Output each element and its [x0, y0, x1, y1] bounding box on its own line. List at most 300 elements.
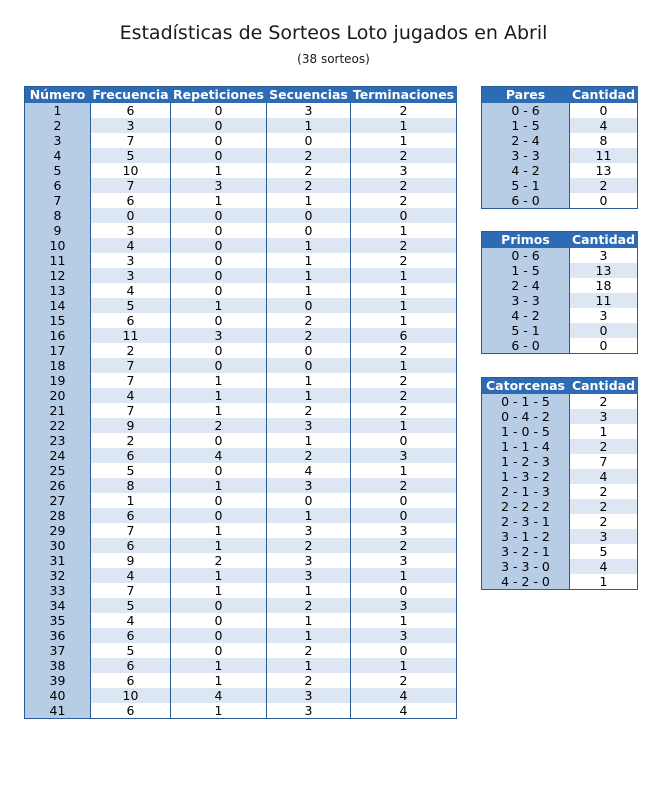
table-cell: 2	[25, 118, 91, 133]
table-row	[482, 439, 638, 454]
table-cell: 8	[25, 208, 91, 223]
table-cell: 1	[351, 118, 457, 133]
table-row	[482, 559, 638, 574]
table-cell: 1	[267, 118, 351, 133]
table-cell: 1	[171, 583, 267, 598]
table-row	[482, 394, 638, 409]
table-cell: 1	[171, 403, 267, 418]
table-cell: 5	[91, 598, 171, 613]
table-cell: 1	[171, 298, 267, 313]
table-cell: 0	[351, 208, 457, 223]
table-cell: 3	[351, 163, 457, 178]
table-cell: 6	[91, 628, 171, 643]
table-cell: 18	[570, 278, 638, 293]
table-cell: 2	[267, 538, 351, 553]
table-cell: 6	[91, 538, 171, 553]
table-cell: 8	[91, 478, 171, 493]
table-cell: 13	[25, 283, 91, 298]
table-cell: 17	[25, 343, 91, 358]
table-cell: 22	[25, 418, 91, 433]
table-cell: 0	[171, 508, 267, 523]
table-cell: 6	[91, 193, 171, 208]
table-cell: 2	[351, 253, 457, 268]
table-cell: 0	[171, 103, 267, 118]
table-cell: 4	[267, 463, 351, 478]
table-cell: 0	[171, 208, 267, 223]
table-cell: 18	[25, 358, 91, 373]
table-cell: 3 - 1 - 2	[482, 529, 570, 544]
table-row	[25, 388, 457, 403]
table-cell: 0	[171, 148, 267, 163]
table-cell: 1	[171, 523, 267, 538]
table-cell: 27	[25, 493, 91, 508]
table-cell: 0	[171, 433, 267, 448]
table-cell: 4	[91, 283, 171, 298]
table-cell: 1 - 5	[482, 263, 570, 278]
table-cell: 2	[91, 433, 171, 448]
table-cell: 4	[570, 118, 638, 133]
table-cell: 3	[267, 418, 351, 433]
table-cell: 6	[91, 313, 171, 328]
table-cell: 2	[351, 388, 457, 403]
table-cell: 1	[171, 703, 267, 719]
table-cell: 4	[91, 238, 171, 253]
table-cell: 1	[570, 424, 638, 439]
table-row	[25, 703, 457, 719]
table-cell: 0	[171, 283, 267, 298]
table-cell: 5	[91, 298, 171, 313]
table-cell: 3	[267, 553, 351, 568]
table-cell: 3	[91, 118, 171, 133]
table-row	[482, 484, 638, 499]
table-cell: 1	[351, 358, 457, 373]
table-row	[25, 193, 457, 208]
table-cell: 0	[570, 338, 638, 354]
table-row	[25, 208, 457, 223]
table-cell: 1	[267, 433, 351, 448]
table-cell: 14	[25, 298, 91, 313]
table-row	[25, 238, 457, 253]
table-cell: 6	[91, 673, 171, 688]
table-cell: 2	[351, 373, 457, 388]
table-cell: 1	[351, 133, 457, 148]
table-cell: 4 - 2	[482, 308, 570, 323]
table-row	[25, 133, 457, 148]
table-cell: 1	[171, 538, 267, 553]
table-row	[25, 178, 457, 193]
table-row	[25, 463, 457, 478]
table-cell: 0	[351, 493, 457, 508]
table-cell: 2	[351, 673, 457, 688]
table-cell: 3	[171, 178, 267, 193]
table-cell: 1	[351, 613, 457, 628]
table-cell: 4	[570, 469, 638, 484]
table-cell: 7	[91, 373, 171, 388]
table-cell: 1	[267, 253, 351, 268]
table-cell: 1	[351, 568, 457, 583]
catorcenas-table	[481, 377, 638, 590]
table-cell: 2	[351, 343, 457, 358]
table-row	[25, 403, 457, 418]
table-row	[25, 313, 457, 328]
table-cell: 2	[267, 313, 351, 328]
table-cell: 0	[267, 298, 351, 313]
table-cell: 0	[171, 493, 267, 508]
table-row	[482, 133, 638, 148]
table-cell: 26	[25, 478, 91, 493]
table-row	[482, 293, 638, 308]
table-cell: 11	[91, 328, 171, 343]
table-cell: 39	[25, 673, 91, 688]
table-row	[25, 283, 457, 298]
table-cell: 1 - 1 - 4	[482, 439, 570, 454]
table-cell: 28	[25, 508, 91, 523]
table-cell: 3	[351, 553, 457, 568]
column-header: Terminaciones	[351, 87, 457, 104]
table-cell: 6	[91, 658, 171, 673]
table-cell: 1	[171, 373, 267, 388]
table-cell: 5	[91, 643, 171, 658]
table-cell: 10	[91, 688, 171, 703]
table-cell: 0	[171, 133, 267, 148]
table-row	[25, 538, 457, 553]
table-cell: 3	[91, 253, 171, 268]
table-row	[482, 469, 638, 484]
table-cell: 6	[91, 448, 171, 463]
table-cell: 5	[570, 544, 638, 559]
table-row	[25, 343, 457, 358]
table-cell: 2	[351, 403, 457, 418]
table-cell: 10	[25, 238, 91, 253]
column-header: Secuencias	[267, 87, 351, 104]
header-row	[25, 87, 457, 104]
page-subtitle: (38 sorteos)	[297, 52, 370, 66]
table-cell: 40	[25, 688, 91, 703]
header-row	[482, 87, 638, 104]
table-cell: 1	[171, 193, 267, 208]
column-header: Catorcenas	[482, 378, 570, 395]
table-cell: 0	[171, 313, 267, 328]
table-cell: 3	[267, 703, 351, 719]
table-cell: 6	[351, 328, 457, 343]
table-cell: 2	[171, 553, 267, 568]
table-cell: 2	[570, 499, 638, 514]
table-row	[482, 308, 638, 323]
table-cell: 3	[351, 523, 457, 538]
table-cell: 35	[25, 613, 91, 628]
table-cell: 8	[570, 133, 638, 148]
table-cell: 2	[351, 478, 457, 493]
table-cell: 1	[171, 388, 267, 403]
table-cell: 3	[267, 523, 351, 538]
table-cell: 0	[171, 253, 267, 268]
table-cell: 3	[351, 628, 457, 643]
table-row	[482, 409, 638, 424]
table-cell: 4	[91, 613, 171, 628]
table-cell: 1	[171, 568, 267, 583]
table-row	[482, 529, 638, 544]
table-cell: 3	[267, 568, 351, 583]
table-row	[25, 688, 457, 703]
column-header: Cantidad	[570, 87, 638, 104]
table-row	[25, 253, 457, 268]
table-cell: 16	[25, 328, 91, 343]
table-cell: 11	[25, 253, 91, 268]
table-row	[482, 163, 638, 178]
table-row	[25, 553, 457, 568]
table-cell: 7	[25, 193, 91, 208]
table-cell: 11	[570, 148, 638, 163]
table-row	[25, 643, 457, 658]
table-cell: 3	[91, 268, 171, 283]
table-cell: 1	[351, 298, 457, 313]
table-cell: 2 - 2 - 2	[482, 499, 570, 514]
table-row	[25, 163, 457, 178]
table-row	[25, 418, 457, 433]
table-cell: 4 - 2	[482, 163, 570, 178]
table-cell: 1	[351, 463, 457, 478]
table-cell: 4	[351, 703, 457, 719]
table-cell: 1	[171, 658, 267, 673]
table-cell: 7	[91, 178, 171, 193]
table-row	[482, 263, 638, 278]
table-cell: 33	[25, 583, 91, 598]
table-cell: 7	[570, 454, 638, 469]
table-cell: 20	[25, 388, 91, 403]
table-cell: 7	[91, 133, 171, 148]
table-cell: 31	[25, 553, 91, 568]
table-cell: 25	[25, 463, 91, 478]
table-cell: 1	[351, 283, 457, 298]
table-cell: 1	[267, 508, 351, 523]
table-cell: 7	[91, 358, 171, 373]
table-cell: 13	[570, 163, 638, 178]
table-cell: 1	[351, 313, 457, 328]
table-cell: 1 - 5	[482, 118, 570, 133]
table-cell: 3	[570, 248, 638, 263]
table-cell: 3 - 3	[482, 148, 570, 163]
table-cell: 0	[267, 208, 351, 223]
table-cell: 10	[91, 163, 171, 178]
table-cell: 1	[267, 628, 351, 643]
table-row	[482, 103, 638, 118]
table-cell: 1	[351, 418, 457, 433]
table-cell: 0	[171, 463, 267, 478]
table-row	[25, 493, 457, 508]
table-cell: 1	[267, 658, 351, 673]
table-cell: 5 - 1	[482, 323, 570, 338]
table-cell: 4	[570, 559, 638, 574]
table-cell: 1	[351, 223, 457, 238]
table-cell: 0	[171, 118, 267, 133]
table-row	[482, 278, 638, 293]
table-cell: 4	[91, 388, 171, 403]
table-cell: 0	[267, 133, 351, 148]
table-cell: 0	[351, 433, 457, 448]
table-cell: 2	[570, 439, 638, 454]
table-cell: 9	[91, 418, 171, 433]
table-cell: 3	[570, 409, 638, 424]
table-cell: 0	[171, 238, 267, 253]
table-cell: 4	[25, 148, 91, 163]
table-row	[482, 148, 638, 163]
table-cell: 12	[25, 268, 91, 283]
table-cell: 2	[267, 673, 351, 688]
table-row	[25, 508, 457, 523]
table-row	[482, 514, 638, 529]
table-cell: 1	[351, 658, 457, 673]
table-row	[25, 433, 457, 448]
table-cell: 3	[267, 103, 351, 118]
column-header: Pares	[482, 87, 570, 104]
table-cell: 2	[267, 448, 351, 463]
table-row	[482, 544, 638, 559]
column-header: Cantidad	[570, 232, 638, 249]
table-cell: 0	[570, 193, 638, 209]
table-row	[482, 323, 638, 338]
table-row	[25, 118, 457, 133]
table-cell: 3 - 3 - 0	[482, 559, 570, 574]
table-cell: 37	[25, 643, 91, 658]
column-header: Número	[25, 87, 91, 104]
table-cell: 1	[267, 193, 351, 208]
table-row	[25, 523, 457, 538]
table-row	[25, 268, 457, 283]
table-cell: 38	[25, 658, 91, 673]
table-cell: 4 - 2 - 0	[482, 574, 570, 590]
table-cell: 1	[267, 388, 351, 403]
table-cell: 2	[351, 178, 457, 193]
table-cell: 3 - 2 - 1	[482, 544, 570, 559]
table-row	[25, 328, 457, 343]
table-cell: 0	[351, 508, 457, 523]
table-cell: 2	[570, 394, 638, 409]
table-row	[25, 148, 457, 163]
table-cell: 0	[267, 358, 351, 373]
table-cell: 4	[171, 448, 267, 463]
table-cell: 36	[25, 628, 91, 643]
table-cell: 0 - 4 - 2	[482, 409, 570, 424]
table-row	[25, 448, 457, 463]
table-cell: 1	[267, 613, 351, 628]
table-row	[25, 628, 457, 643]
table-cell: 0	[570, 323, 638, 338]
table-cell: 6 - 0	[482, 193, 570, 209]
table-cell: 2 - 1 - 3	[482, 484, 570, 499]
table-row	[482, 178, 638, 193]
table-cell: 2	[570, 484, 638, 499]
table-cell: 2	[267, 598, 351, 613]
table-cell: 1 - 2 - 3	[482, 454, 570, 469]
table-cell: 21	[25, 403, 91, 418]
table-cell: 2	[267, 178, 351, 193]
table-cell: 7	[91, 403, 171, 418]
table-cell: 3	[267, 688, 351, 703]
table-cell: 1 - 3 - 2	[482, 469, 570, 484]
table-cell: 5 - 1	[482, 178, 570, 193]
table-cell: 2	[267, 643, 351, 658]
table-cell: 0	[171, 343, 267, 358]
table-cell: 0	[171, 628, 267, 643]
table-cell: 1	[171, 163, 267, 178]
table-cell: 4	[91, 568, 171, 583]
table-cell: 1	[25, 103, 91, 118]
table-cell: 3	[25, 133, 91, 148]
table-cell: 0	[171, 613, 267, 628]
table-row	[25, 613, 457, 628]
table-cell: 2	[351, 538, 457, 553]
table-cell: 30	[25, 538, 91, 553]
table-cell: 2	[351, 193, 457, 208]
column-header: Frecuencia	[92, 87, 169, 102]
table-cell: 41	[25, 703, 91, 719]
table-row	[25, 658, 457, 673]
table-cell: 1	[267, 583, 351, 598]
table-cell: 2	[351, 148, 457, 163]
table-row	[25, 373, 457, 388]
table-row	[25, 673, 457, 688]
table-cell: 1	[267, 373, 351, 388]
table-cell: 2 - 4	[482, 133, 570, 148]
table-cell: 4	[351, 688, 457, 703]
table-cell: 1	[267, 283, 351, 298]
table-cell: 3	[351, 448, 457, 463]
table-cell: 0 - 6	[482, 248, 570, 263]
table-cell: 0	[171, 268, 267, 283]
table-cell: 23	[25, 433, 91, 448]
table-cell: 0	[351, 643, 457, 658]
table-cell: 0	[351, 583, 457, 598]
table-cell: 1 - 0 - 5	[482, 424, 570, 439]
table-cell: 6	[25, 178, 91, 193]
table-cell: 0	[91, 208, 171, 223]
header-row	[482, 378, 638, 395]
table-cell: 0	[570, 103, 638, 118]
table-cell: 0	[171, 643, 267, 658]
table-cell: 1	[267, 268, 351, 283]
table-cell: 9	[91, 553, 171, 568]
table-cell: 13	[570, 263, 638, 278]
table-row	[25, 298, 457, 313]
table-row	[482, 424, 638, 439]
table-cell: 3	[267, 478, 351, 493]
table-cell: 0	[171, 358, 267, 373]
table-cell: 3	[351, 598, 457, 613]
header-row	[482, 232, 638, 249]
table-row	[482, 574, 638, 590]
column-header: Primos	[482, 232, 570, 249]
table-cell: 24	[25, 448, 91, 463]
table-cell: 6	[91, 103, 171, 118]
table-cell: 1	[171, 673, 267, 688]
table-cell: 1	[351, 268, 457, 283]
primos-table	[481, 231, 638, 354]
table-cell: 5	[25, 163, 91, 178]
table-row	[25, 598, 457, 613]
table-cell: 3 - 3	[482, 293, 570, 308]
table-cell: 2	[171, 418, 267, 433]
table-row	[482, 499, 638, 514]
table-cell: 1	[171, 478, 267, 493]
table-cell: 2 - 4	[482, 278, 570, 293]
table-cell: 0	[267, 223, 351, 238]
table-cell: 0 - 1 - 5	[482, 394, 570, 409]
table-cell: 4	[171, 688, 267, 703]
table-cell: 0	[171, 223, 267, 238]
page-title: Estadísticas de Sorteos Loto jugados en Abril	[119, 22, 548, 44]
table-cell: 3	[91, 223, 171, 238]
table-cell: 7	[91, 523, 171, 538]
